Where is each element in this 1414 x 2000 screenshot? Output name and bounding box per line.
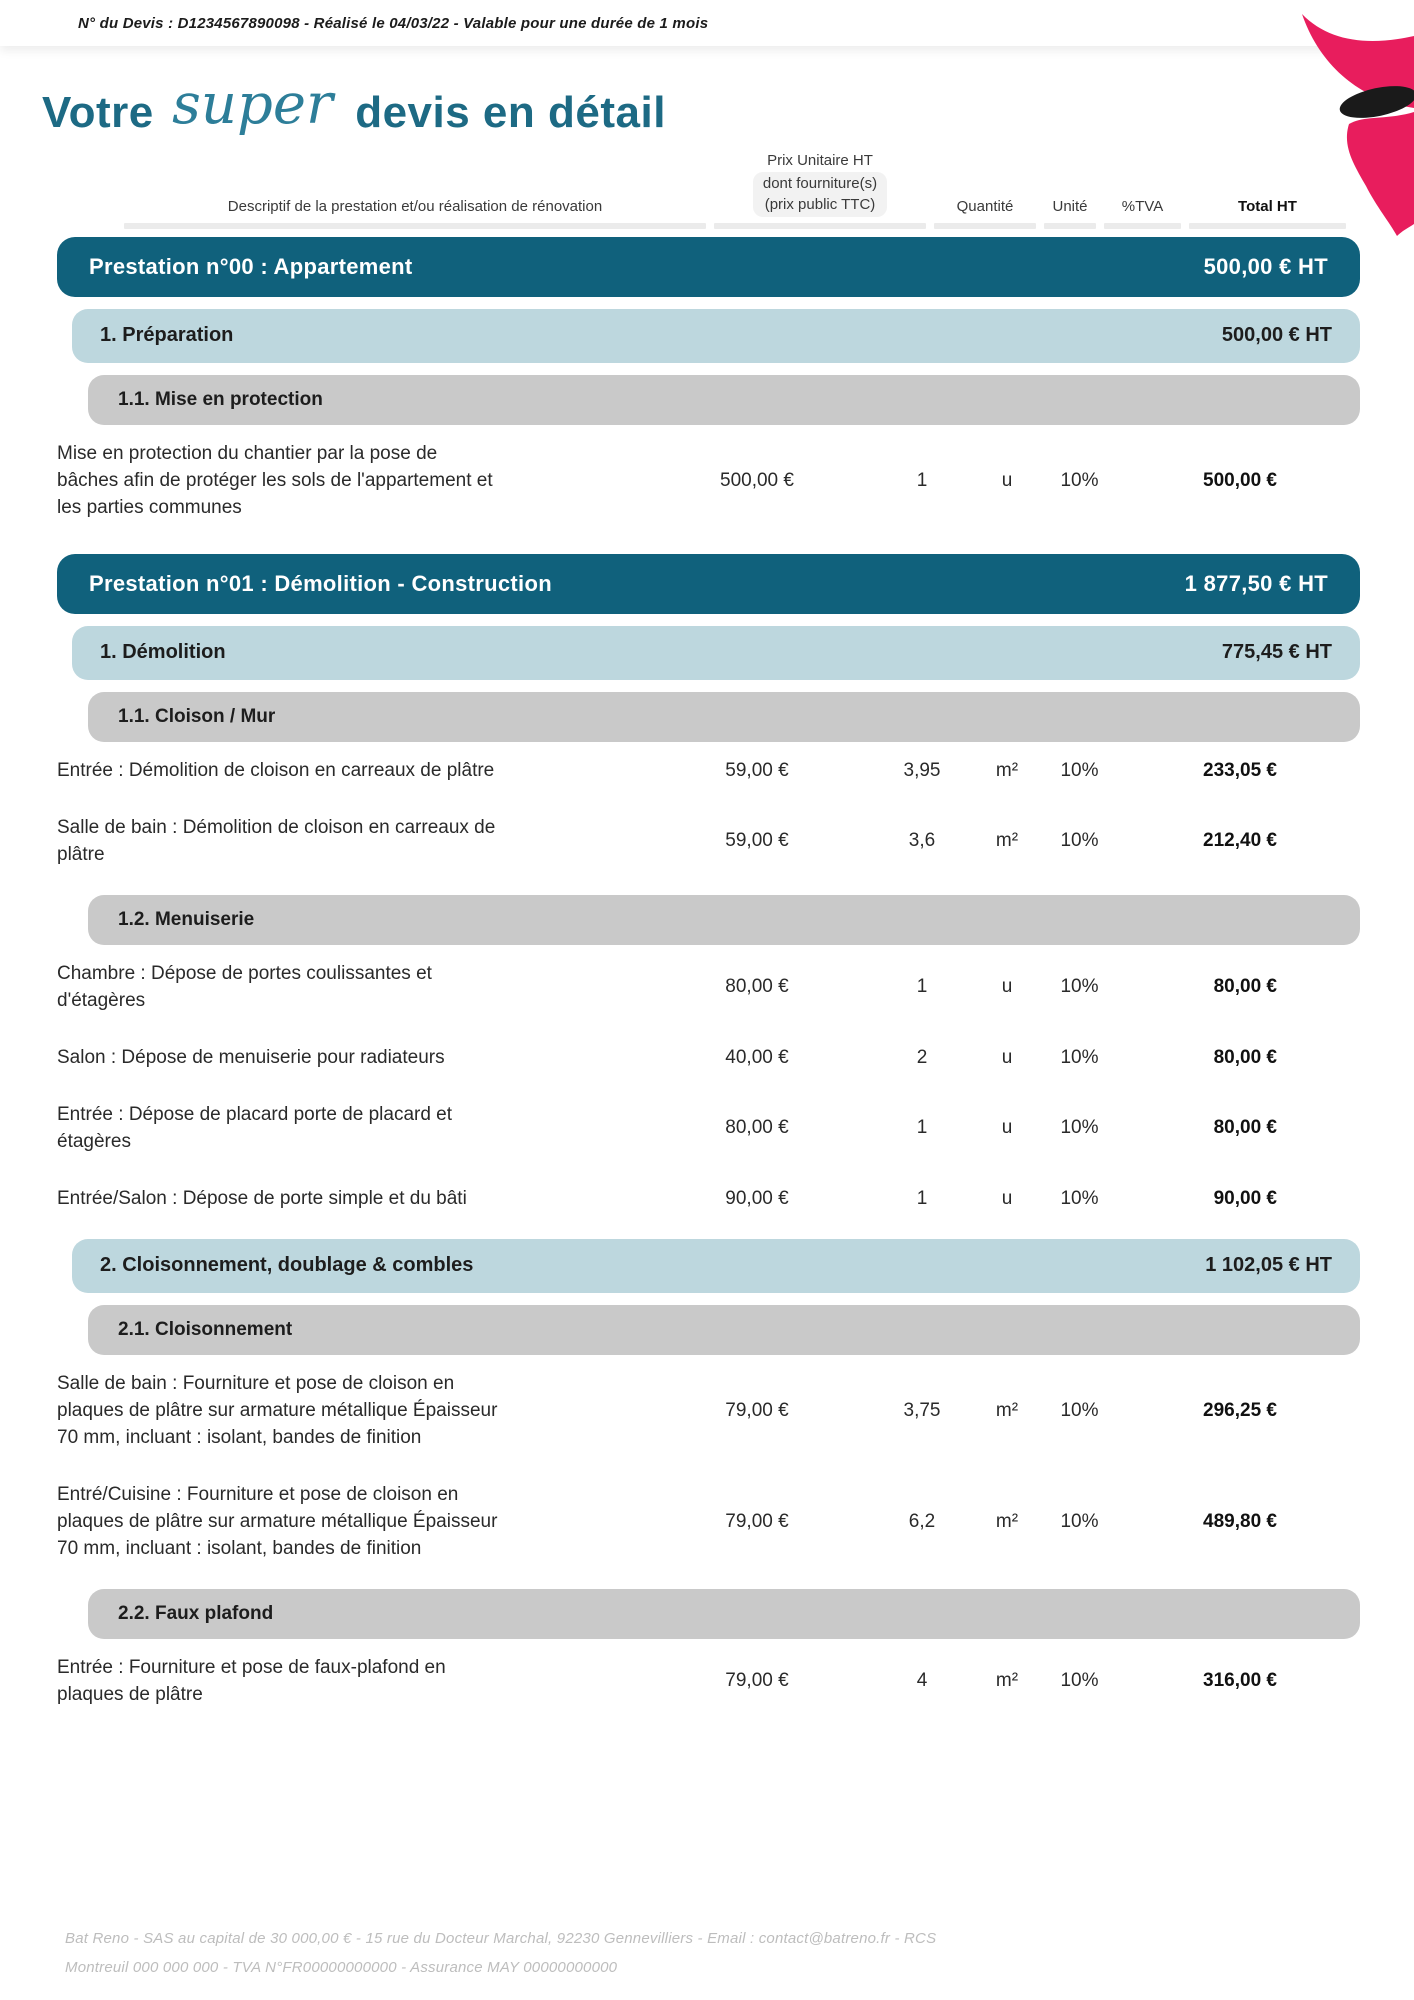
line-item-row: [57, 1086, 1360, 1170]
line-item-row: [57, 1170, 1360, 1227]
item-total: 90,00 €: [1213, 1187, 1277, 1209]
item-total: 80,00 €: [1213, 976, 1277, 998]
line-item-row: [57, 425, 1360, 536]
item-tva: 10%: [1060, 1510, 1099, 1532]
line-item-row: [57, 1639, 1360, 1723]
item-unit: m²: [995, 759, 1019, 781]
item-unit: u: [1001, 976, 1013, 998]
item-quantity: 3,95: [903, 759, 941, 781]
item-tva: 10%: [1060, 1117, 1099, 1139]
subcategory-banner: [88, 375, 1360, 425]
item-quantity: 3,6: [908, 830, 936, 852]
company-legal-footer: [65, 1924, 936, 1983]
bull-logo-icon: [1294, 8, 1414, 240]
item-unit-price: 79,00 €: [725, 1399, 789, 1421]
item-description: Salle de bain : Démolition de cloison en carreaux de plâtre: [57, 816, 496, 865]
item-quantity: 6,2: [908, 1510, 936, 1532]
prestation-banner: [57, 554, 1360, 614]
item-total: 489,80 €: [1203, 1510, 1277, 1532]
category-title: 1. Préparation: [100, 324, 234, 347]
prestation-title: Prestation n°00 : Appartement: [89, 253, 413, 279]
prestation-section-00: [0, 237, 1414, 536]
item-description: Chambre : Dépose de portes coulissantes et d'étagères: [57, 962, 432, 1011]
column-header-quantite: Quantité: [956, 197, 1014, 215]
subcategory-title: 2.2. Faux plafond: [118, 1602, 274, 1624]
item-total: 296,25 €: [1203, 1399, 1277, 1421]
item-total: 80,00 €: [1213, 1046, 1277, 1068]
header-underline-row: [57, 223, 1360, 229]
underline-segment: [934, 223, 1036, 229]
prestation-section-01: [0, 554, 1414, 1723]
category-title: 1. Démolition: [100, 641, 226, 664]
title-part-2: devis en détail: [355, 88, 666, 137]
item-tva: 10%: [1060, 1187, 1099, 1209]
prix-unitaire-pill: [753, 172, 887, 217]
column-header-tva: %TVA: [1121, 197, 1164, 215]
item-unit-price: 79,00 €: [725, 1670, 789, 1692]
item-tva: 10%: [1060, 1046, 1099, 1068]
item-unit-price: 90,00 €: [725, 1187, 789, 1209]
prix-unitaire-line3: (prix public TTC): [764, 195, 876, 213]
subcategory-title: 2.1. Cloisonnement: [118, 1318, 293, 1340]
category-title: 2. Cloisonnement, doublage & combles: [100, 1254, 474, 1277]
line-item-row: [57, 799, 1360, 883]
subcategory-banner: [88, 1305, 1360, 1355]
item-tva: 10%: [1060, 1399, 1099, 1421]
item-tva: 10%: [1060, 1670, 1099, 1692]
table-column-headers: [57, 151, 1360, 223]
subcategory-banner: [88, 692, 1360, 742]
prestation-total: 500,00 € HT: [1203, 253, 1328, 279]
devis-meta-line: N° du Devis : D1234567890098 - Réalisé le 04/03/22 - Valable pour une durée de 1 mois: [78, 14, 709, 32]
item-unit-price: 500,00 €: [720, 469, 794, 491]
subcategory-title: 1.1. Cloison / Mur: [118, 705, 276, 727]
category-total: 500,00 € HT: [1221, 324, 1332, 347]
line-item-row: [57, 1029, 1360, 1086]
category-banner: [72, 1239, 1360, 1293]
item-unit: u: [1001, 469, 1013, 491]
item-unit: m²: [995, 1399, 1019, 1421]
item-description: Entrée : Dépose de placard porte de placard et étagères: [57, 1103, 453, 1152]
item-quantity: 2: [916, 1046, 928, 1068]
item-quantity: 1: [916, 469, 928, 491]
item-unit: m²: [995, 1510, 1019, 1532]
item-description: Mise en protection du chantier par la pose de bâches afin de protéger les sols de l'appartement et les parties communes: [57, 442, 493, 518]
subcategory-banner: [88, 895, 1360, 945]
item-total: 80,00 €: [1213, 1117, 1277, 1139]
item-unit: m²: [995, 1670, 1019, 1692]
item-quantity: 1: [916, 1187, 928, 1209]
category-banner: [72, 626, 1360, 680]
item-unit-price: 59,00 €: [725, 759, 789, 781]
title-part-1: Votre: [42, 88, 154, 137]
column-header-prix-unitaire: [710, 151, 930, 223]
line-item-row: [57, 945, 1360, 1029]
prestation-banner: [57, 237, 1360, 297]
underline-segment: [1044, 223, 1096, 229]
title-script-word: super: [172, 72, 333, 137]
column-header-descriptif: Descriptif de la prestation et/ou réalisation de rénovation: [227, 197, 603, 215]
prix-unitaire-line2: dont fourniture(s): [762, 175, 878, 193]
item-description: Entré/Cuisine : Fourniture et pose de cloison en plaques de plâtre sur armature métallique Épaisseur 70 mm, incluant : isolant, bandes de finition: [57, 1483, 498, 1559]
underline-segment: [1104, 223, 1181, 229]
item-unit-price: 79,00 €: [725, 1510, 789, 1532]
prix-unitaire-line1: Prix Unitaire HT: [767, 152, 873, 169]
item-description: Salon : Dépose de menuiserie pour radiateurs: [57, 1046, 445, 1068]
item-total: 212,40 €: [1203, 830, 1277, 852]
footer-line-2: Montreuil 000 000 000 - TVA N°FR00000000000 - Assurance MAY 00000000000: [65, 1958, 618, 1976]
brand-logo: [1294, 8, 1414, 240]
item-unit-price: 80,00 €: [725, 976, 789, 998]
item-unit-price: 80,00 €: [725, 1117, 789, 1139]
column-header-total-ht: Total HT: [1238, 197, 1297, 215]
underline-segment: [124, 223, 706, 229]
prestation-title: Prestation n°01 : Démolition - Construction: [89, 570, 552, 596]
item-tva: 10%: [1060, 976, 1099, 998]
item-unit: m²: [995, 830, 1019, 852]
subcategory-title: 1.2. Menuiserie: [118, 908, 255, 930]
category-banner: [72, 309, 1360, 363]
category-total: 775,45 € HT: [1221, 641, 1332, 664]
item-unit-price: 59,00 €: [725, 830, 789, 852]
item-description: Entrée/Salon : Dépose de porte simple et du bâti: [57, 1187, 467, 1209]
item-description: Entrée : Démolition de cloison en carreaux de plâtre: [57, 759, 495, 781]
line-item-row: [57, 742, 1360, 799]
item-quantity: 1: [916, 976, 928, 998]
item-unit: u: [1001, 1117, 1013, 1139]
item-description: Entrée : Fourniture et pose de faux-plafond en plaques de plâtre: [57, 1656, 446, 1705]
underline-segment: [714, 223, 926, 229]
page-title: [42, 72, 1414, 141]
line-item-row: [57, 1466, 1360, 1577]
item-quantity: 3,75: [903, 1399, 941, 1421]
category-total: 1 102,05 € HT: [1205, 1254, 1332, 1277]
item-description: Salle de bain : Fourniture et pose de cloison en plaques de plâtre sur armature métallique Épaisseur 70 mm, incluant : isolant, bandes de finition: [57, 1372, 498, 1448]
column-header-unite: Unité: [1052, 197, 1088, 215]
item-quantity: 1: [916, 1117, 928, 1139]
line-item-row: [57, 1355, 1360, 1466]
item-quantity: 4: [916, 1670, 928, 1692]
item-tva: 10%: [1060, 469, 1099, 491]
subcategory-title: 1.1. Mise en protection: [118, 388, 323, 410]
subcategory-banner: [88, 1589, 1360, 1639]
document-header-band: [0, 0, 1414, 46]
item-total: 500,00 €: [1203, 469, 1277, 491]
prestation-total: 1 877,50 € HT: [1184, 570, 1328, 596]
item-unit: u: [1001, 1187, 1013, 1209]
item-unit: u: [1001, 1046, 1013, 1068]
item-tva: 10%: [1060, 830, 1099, 852]
item-total: 316,00 €: [1203, 1670, 1277, 1692]
footer-line-1: Bat Reno - SAS au capital de 30 000,00 € - 15 rue du Docteur Marchal, 92230 Gennevilliers - Email : contact@batreno.fr - RCS: [65, 1929, 937, 1947]
item-tva: 10%: [1060, 759, 1099, 781]
item-unit-price: 40,00 €: [725, 1046, 789, 1068]
item-total: 233,05 €: [1203, 759, 1277, 781]
